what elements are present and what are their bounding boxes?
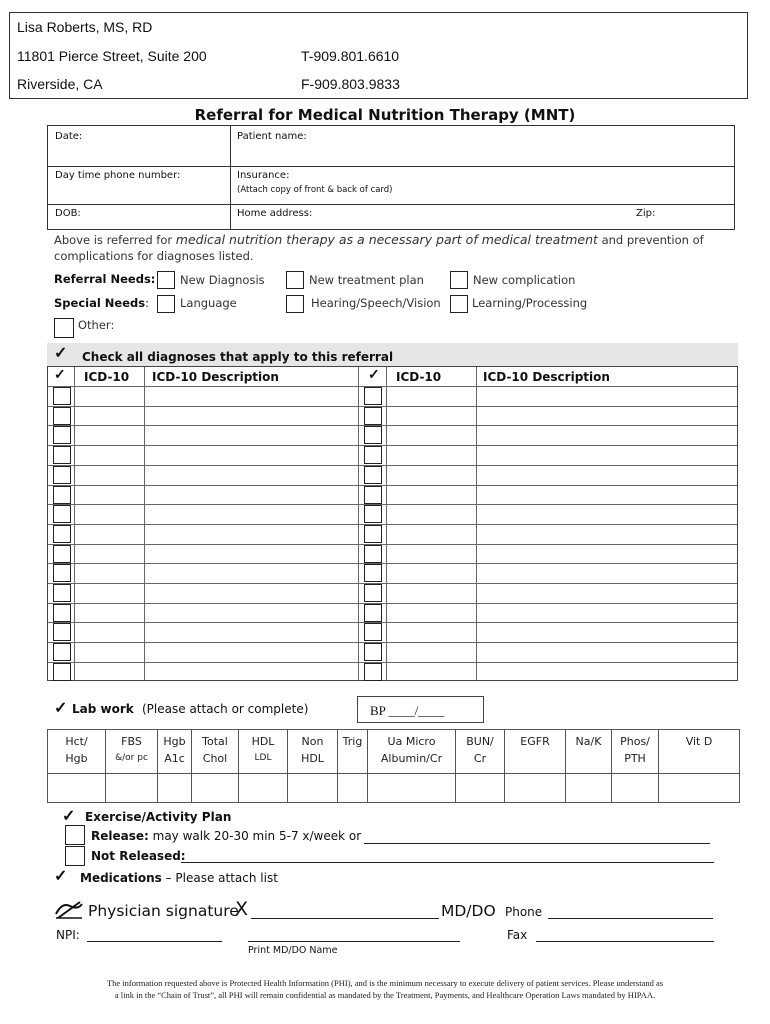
- right-diagnosis-checkbox[interactable]: [364, 426, 382, 444]
- lab-value-cell[interactable]: [612, 774, 659, 803]
- lab-column-sublabel: LDL: [254, 753, 272, 763]
- right-diagnosis-checkbox[interactable]: [364, 545, 382, 563]
- special-needs-colon: :: [145, 296, 149, 310]
- lab-column-header: [106, 730, 158, 774]
- lab-value-cell[interactable]: [456, 774, 505, 803]
- disclaimer-line-2: a link in the “Chain of Trust”, all PHI will remain confidential as mandated by the Treatment, Payments, and Healthcare Operation Laws mandated by HIPAA.: [114, 990, 656, 1000]
- npi-line[interactable]: [87, 941, 222, 942]
- language-checkbox[interactable]: [157, 295, 175, 313]
- left-check-column-icon: ✓: [54, 366, 66, 382]
- lab-column-header: [288, 730, 338, 774]
- left-diagnosis-checkbox[interactable]: [53, 407, 71, 425]
- lab-value-cell[interactable]: [288, 774, 338, 803]
- pen-signature-icon: [54, 898, 84, 920]
- md-do-label: MD/DO: [441, 902, 496, 920]
- fax-label: Fax: [507, 928, 528, 942]
- right-diagnosis-checkbox[interactable]: [364, 623, 382, 641]
- medications-note: – Please attach list: [161, 871, 278, 885]
- left-diagnosis-checkbox[interactable]: [53, 387, 71, 405]
- fax-line[interactable]: [536, 941, 714, 942]
- right-diagnosis-checkbox[interactable]: [364, 486, 382, 504]
- fax-number: F-909.803.9833: [301, 76, 400, 92]
- diagnoses-table: [47, 366, 738, 681]
- lab-value-cell[interactable]: [368, 774, 456, 803]
- right-diagnosis-checkbox[interactable]: [364, 564, 382, 582]
- lab-column-label: EGFR: [520, 735, 550, 748]
- release-description: may walk 20-30 min 5-7 x/week or: [148, 829, 362, 843]
- lab-work-note: (Please attach or complete): [142, 702, 309, 716]
- lab-column-label: Na/K: [575, 735, 602, 748]
- left-diagnosis-checkbox[interactable]: [53, 584, 71, 602]
- referral-needs-label: Referral Needs:: [54, 272, 156, 286]
- disclaimer-line-1: The information requested above is Protected Health Information (PHI), and is the minimum necessary to execute delivery of patient services. Please understand as: [106, 978, 664, 988]
- patient-name-field[interactable]: Patient name:: [237, 131, 307, 142]
- exercise-heading: Exercise/Activity Plan: [85, 810, 232, 824]
- learning-checkbox[interactable]: [450, 295, 468, 313]
- new-complication-checkbox[interactable]: [450, 271, 468, 289]
- lab-value-cell[interactable]: [338, 774, 368, 803]
- physician-signature-label: Physician signature: [88, 902, 239, 920]
- hearing-label: Hearing/Speech/Vision: [311, 296, 441, 310]
- lab-check-icon: ✓: [54, 700, 68, 717]
- lab-column-header: [192, 730, 239, 774]
- release-label: Release:: [91, 829, 149, 843]
- left-diagnosis-checkbox[interactable]: [53, 486, 71, 504]
- left-diagnosis-checkbox[interactable]: [53, 426, 71, 444]
- other-label: Other:: [78, 318, 115, 332]
- zip-field[interactable]: Zip:: [636, 208, 656, 219]
- lab-column-label: Vit D: [685, 735, 713, 748]
- left-diagnosis-checkbox[interactable]: [53, 545, 71, 563]
- blood-pressure-field[interactable]: BP ____/____: [357, 696, 484, 723]
- lab-column-sublabel: PTH: [624, 752, 646, 765]
- hearing-checkbox[interactable]: [286, 295, 304, 313]
- medications-label: Medications: [80, 871, 162, 885]
- dob-field[interactable]: DOB:: [55, 208, 81, 219]
- lab-column-header: [505, 730, 566, 774]
- lab-value-cell[interactable]: [48, 774, 106, 803]
- lab-column-label: Non: [301, 735, 324, 748]
- right-diagnosis-checkbox[interactable]: [364, 407, 382, 425]
- new-diagnosis-checkbox[interactable]: [157, 271, 175, 289]
- special-needs-text: Special Needs: [54, 296, 146, 310]
- learning-label: Learning/Processing: [472, 296, 588, 310]
- right-diagnosis-checkbox[interactable]: [364, 505, 382, 523]
- right-icd-header: ICD-10: [396, 370, 442, 384]
- lab-value-cell[interactable]: [239, 774, 288, 803]
- lab-column-label: BUN/: [466, 735, 494, 748]
- left-diagnosis-checkbox[interactable]: [53, 505, 71, 523]
- lab-column-header: [456, 730, 505, 774]
- lab-value-cell[interactable]: [566, 774, 612, 803]
- home-address-field[interactable]: Home address:: [237, 208, 313, 219]
- lab-column-sublabel: Cr: [473, 752, 487, 765]
- intro-lead: Above is referred for: [54, 233, 176, 247]
- date-field[interactable]: Date:: [55, 131, 83, 142]
- right-desc-header: ICD-10 Description: [483, 370, 610, 384]
- lab-column-header: [239, 730, 288, 774]
- lab-column-header: [612, 730, 659, 774]
- lab-value-cell[interactable]: [106, 774, 158, 803]
- lab-column-header: [158, 730, 192, 774]
- lab-column-label: Hct/: [65, 735, 88, 748]
- not-released-line[interactable]: [181, 862, 714, 863]
- intro-italic: medical nutrition therapy as a necessary part of medical treatment: [175, 232, 598, 247]
- signature-line[interactable]: [251, 918, 439, 919]
- left-diagnosis-checkbox[interactable]: [53, 564, 71, 582]
- release-checkbox[interactable]: [65, 825, 85, 845]
- provider-name: Lisa Roberts, MS, RD: [17, 19, 153, 35]
- lab-value-cell[interactable]: [192, 774, 239, 803]
- other-checkbox[interactable]: [54, 318, 74, 338]
- left-diagnosis-checkbox[interactable]: [53, 525, 71, 543]
- lab-value-cell[interactable]: [505, 774, 566, 803]
- new-treatment-label: New treatment plan: [309, 273, 424, 287]
- lab-column-label: HDL: [251, 735, 275, 748]
- left-diagnosis-checkbox[interactable]: [53, 663, 71, 681]
- insurance-field[interactable]: Insurance:: [237, 170, 290, 181]
- left-diagnosis-checkbox[interactable]: [53, 623, 71, 641]
- new-complication-label: New complication: [473, 273, 576, 287]
- left-desc-header: ICD-10 Description: [152, 370, 279, 384]
- left-diagnosis-checkbox[interactable]: [53, 466, 71, 484]
- lab-value-cell[interactable]: [659, 774, 739, 803]
- street-address: 11801 Pierce Street, Suite 200: [17, 48, 207, 64]
- exercise-check-icon: ✓: [62, 808, 76, 825]
- city: Riverside, CA: [17, 76, 103, 92]
- special-needs-label: [54, 296, 149, 310]
- lab-column-label: FBS: [121, 735, 142, 748]
- medications-check-icon: ✓: [54, 868, 68, 885]
- lab-column-sublabel: A1c: [164, 752, 185, 765]
- lab-column-label: Hgb: [163, 735, 186, 748]
- right-diagnosis-checkbox[interactable]: [364, 387, 382, 405]
- lab-column-label: Phos/: [620, 735, 650, 748]
- left-diagnosis-checkbox[interactable]: [53, 604, 71, 622]
- diagnoses-heading: Check all diagnoses that apply to this referral: [82, 350, 394, 364]
- npi-label: NPI:: [56, 928, 80, 942]
- intro-tail: and prevention of complications for diagnoses listed.: [54, 233, 704, 263]
- diagnoses-check-icon: ✓: [54, 345, 68, 362]
- release-text: [91, 829, 361, 843]
- print-name-label: Print MD/DO Name: [248, 945, 338, 956]
- day-phone-field[interactable]: Day time phone number:: [55, 170, 181, 181]
- right-diagnosis-checkbox[interactable]: [364, 643, 382, 661]
- right-diagnosis-checkbox[interactable]: [364, 446, 382, 464]
- right-diagnosis-checkbox[interactable]: [364, 466, 382, 484]
- lab-column-label: Trig: [342, 735, 363, 748]
- lab-column-sublabel: &/or pc: [115, 753, 148, 763]
- left-diagnosis-checkbox[interactable]: [53, 446, 71, 464]
- right-diagnosis-checkbox[interactable]: [364, 663, 382, 681]
- left-diagnosis-checkbox[interactable]: [53, 643, 71, 661]
- phone-line[interactable]: [548, 918, 713, 919]
- lab-column-header: [659, 730, 739, 774]
- insurance-note: (Attach copy of front & back of card): [237, 185, 393, 195]
- not-released-label: Not Released:: [91, 849, 186, 863]
- lab-column-header: [566, 730, 612, 774]
- right-diagnosis-checkbox[interactable]: [364, 604, 382, 622]
- lab-column-sublabel: HDL: [301, 752, 324, 765]
- letterhead-box: [9, 12, 748, 99]
- lab-column-header: [338, 730, 368, 774]
- signature-x-mark: X: [235, 898, 249, 920]
- right-diagnosis-checkbox[interactable]: [364, 584, 382, 602]
- release-line[interactable]: [364, 843, 710, 844]
- lab-column-sublabel: Chol: [202, 752, 228, 765]
- lab-column-label: Ua Micro: [387, 735, 436, 748]
- new-treatment-checkbox[interactable]: [286, 271, 304, 289]
- right-check-column-icon: ✓: [368, 366, 380, 382]
- patient-info-table: [47, 125, 735, 230]
- medications-line: [80, 871, 278, 885]
- not-released-checkbox[interactable]: [65, 846, 85, 866]
- lab-work-heading: Lab work: [72, 702, 134, 716]
- print-name-line[interactable]: [248, 941, 460, 942]
- lab-column-sublabel: Albumin/Cr: [380, 752, 443, 765]
- phone-label: Phone: [505, 905, 543, 919]
- lab-value-cell[interactable]: [158, 774, 192, 803]
- intro-paragraph: [54, 232, 744, 264]
- right-diagnosis-checkbox[interactable]: [364, 525, 382, 543]
- lab-column-sublabel: Hgb: [65, 752, 88, 765]
- lab-column-header: [48, 730, 106, 774]
- form-title: Referral for Medical Nutrition Therapy (MNT): [194, 106, 576, 124]
- lab-column-label: Total: [202, 735, 228, 748]
- new-diagnosis-label: New Diagnosis: [180, 273, 265, 287]
- language-label: Language: [180, 296, 237, 310]
- left-icd-header: ICD-10: [84, 370, 130, 384]
- phi-disclaimer: [30, 977, 740, 1001]
- lab-column-header: [368, 730, 456, 774]
- lab-results-table: [47, 729, 740, 803]
- telephone: T-909.801.6610: [301, 48, 400, 64]
